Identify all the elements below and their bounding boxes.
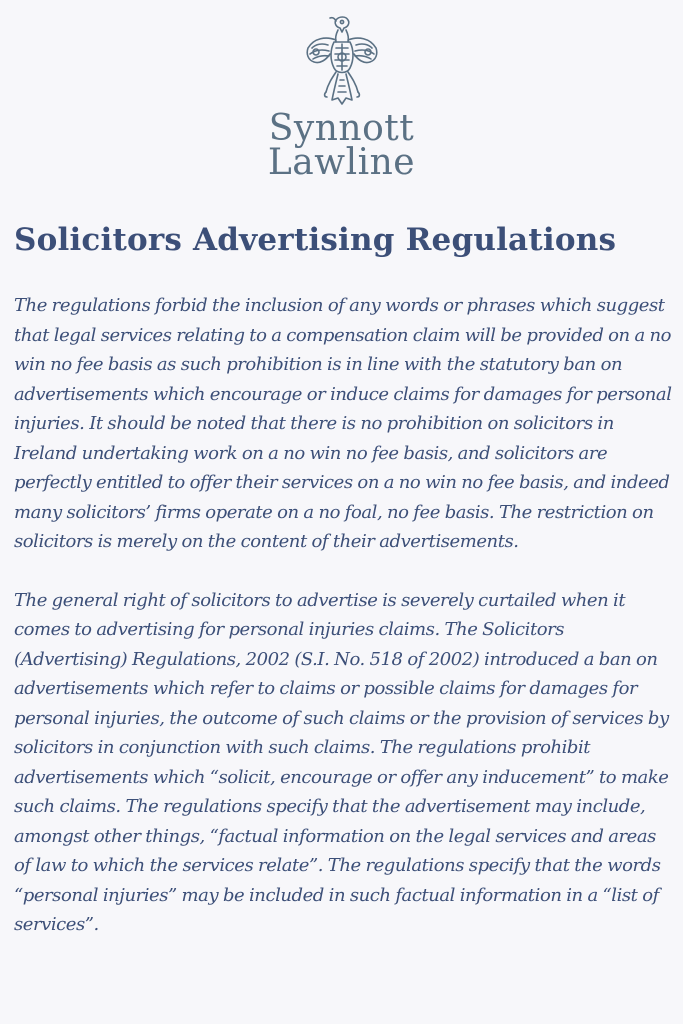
celtic-eagle-icon xyxy=(302,14,382,106)
paragraph: The regulations forbid the inclusion of any words or phrases which suggest that legal services relating to a compensation claim will be provided on a no win no fee basis as such prohibition is in line with the statutory ban on advertisements which encourage or induce claims for damages for personal injuries. It should be noted that there is no prohibition on solicitors in Ireland undertaking work on a no win no fee basis, and solicitors are perfectly entitled to offer their services on a no win no fee basis, and indeed many solicitors’ firms operate on a no foal, no fee basis. The restriction on solicitors is merely on the content of their advertisements. xyxy=(14,295,672,552)
page-title: Solicitors Advertising Regulations xyxy=(14,222,617,258)
article-body xyxy=(14,291,674,969)
brand-name-line1: Synnott xyxy=(268,108,415,149)
brand-name xyxy=(0,108,683,183)
paragraph: The general right of solicitors to advertise is severely curtailed when it comes to advertising for personal injuries claims. The Solicitors (Advertising) Regulations, 2002 (S.I. No. 518 of 2002) introduced a ban on advertisements which refer to claims or possible claims for damages for personal injuries, the outcome of such claims or the provision of services by solicitors in conjunction with such claims. The regulations prohibit advertisements which “solicit, encourage or offer any inducement” to make such claims. The regulations specify that the advertisement may include, amongst other things, “factual information on the legal services and areas of law to which the services relate”. The regulations specify that the words “personal injuries” may be included in such factual information in a “list of services”. xyxy=(14,589,669,935)
brand-name-line2: Lawline xyxy=(267,142,416,183)
brand-logo xyxy=(0,14,683,183)
